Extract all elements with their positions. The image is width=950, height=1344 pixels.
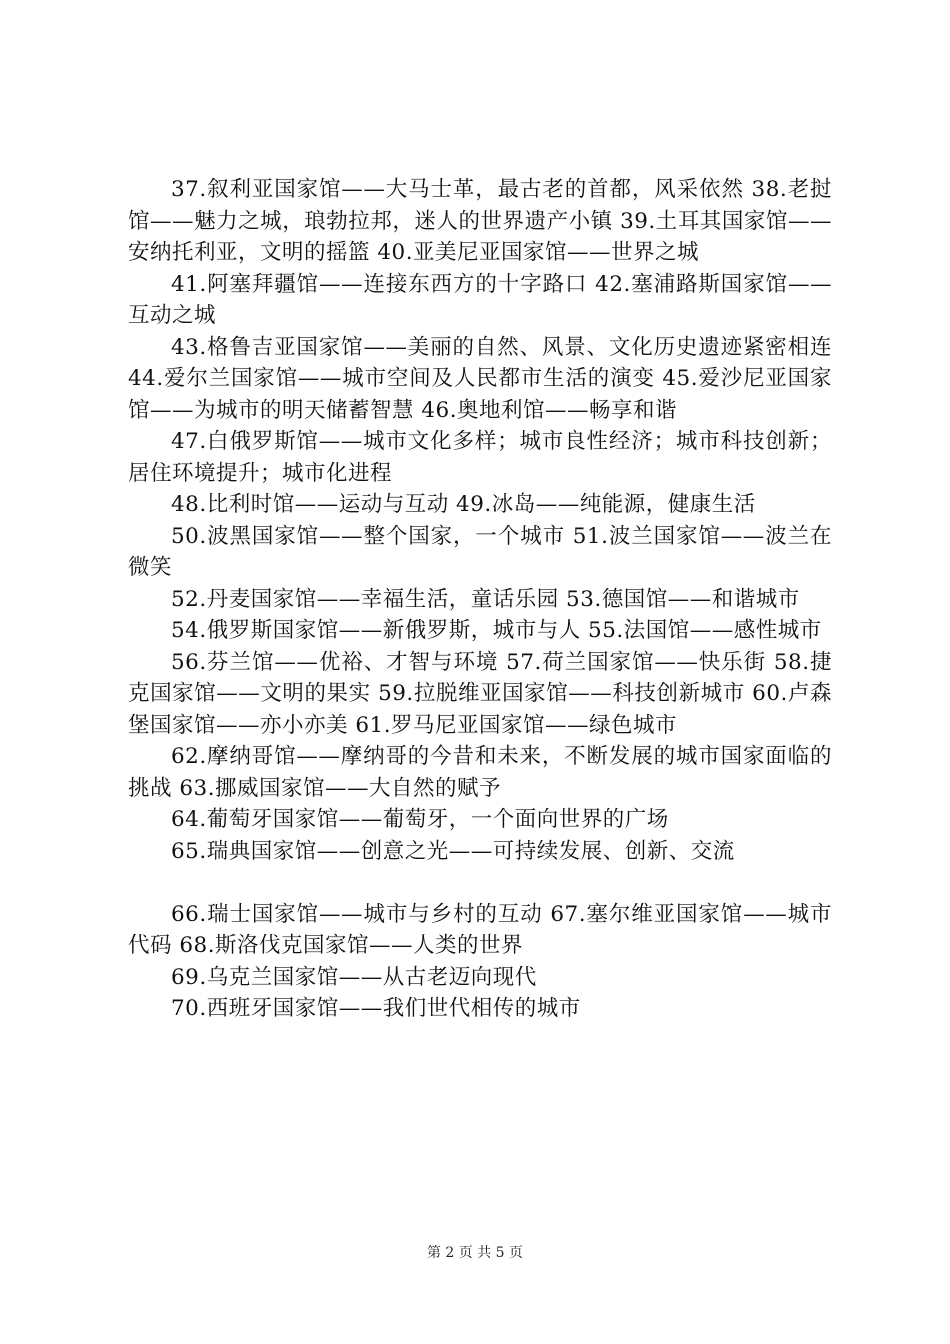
paragraph-50-51: 50.波黑国家馆——整个国家，一个城市 51.波兰国家馆——波兰在微笑 (128, 523, 832, 580)
page-footer (0, 1244, 950, 1262)
paragraph-64: 64.葡萄牙国家馆——葡萄牙，一个面向世界的广场 (171, 807, 669, 832)
page-number-label: 第 2 页 共 5 页 (426, 1245, 524, 1261)
paragraph-65: 65.瑞典国家馆——创意之光——可持续发展、创新、交流 (171, 838, 735, 864)
paragraph-66-68: 66.瑞士国家馆——城市与乡村的互动 67.塞尔维亚国家馆——城市代码 68.斯洛伐克国家馆——人类的世界 (128, 901, 832, 958)
paragraph-54-55: 54.俄罗斯国家馆——新俄罗斯，城市与人 55.法国馆——感性城市 (171, 618, 822, 643)
paragraph-56-61: 56.芬兰馆——优裕、才智与环境 57.荷兰国家馆——快乐街 58.捷克国家馆——文明的果实 59.拉脱维亚国家馆——科技创新城市 60.卢森堡国家馆——亦小亦美 61.罗马尼亚国家馆——绿色城市 (128, 649, 832, 738)
paragraph-47: 47.白俄罗斯馆——城市文化多样；城市良性经济；城市科技创新；居住环境提升；城市化进程 (128, 429, 832, 486)
paragraph-48-49: 48.比利时馆——运动与互动 49.冰岛——纯能源，健康生活 (171, 492, 756, 517)
blank-line (128, 867, 832, 899)
paragraph-70: 70.西班牙国家馆——我们世代相传的城市 (171, 996, 581, 1021)
paragraph-43-46: 43.格鲁吉亚国家馆——美丽的自然、风景、文化历史遗迹紧密相连 44.爱尔兰国家馆——城市空间及人民都市生活的演变 45.爱沙尼亚国家馆——为城市的明天储蓄智慧 46.奥地利馆——畅享和谐 (128, 334, 832, 423)
document-body (128, 174, 832, 1025)
paragraph-41-42: 41.阿塞拜疆馆——连接东西方的十字路口 42.塞浦路斯国家馆——互动之城 (128, 271, 832, 328)
paragraph-37-40: 37.叙利亚国家馆——大马士革，最古老的首都，风采依然 38.老挝馆——魅力之城，琅勃拉邦，迷人的世界遗产小镇 39.土耳其国家馆——安纳托利亚，文明的摇篮 40.亚美尼亚国家馆——世界之城 (128, 177, 832, 265)
paragraph-62-63: 62.摩纳哥馆——摩纳哥的今昔和未来，不断发展的城市国家面临的挑战 63.挪威国家馆——大自然的赋予 (128, 744, 832, 801)
paragraph-52-53: 52.丹麦国家馆——幸福生活，童话乐园 53.德国馆——和谐城市 (171, 586, 800, 612)
paragraph-69: 69.乌克兰国家馆——从古老迈向现代 (171, 964, 537, 990)
